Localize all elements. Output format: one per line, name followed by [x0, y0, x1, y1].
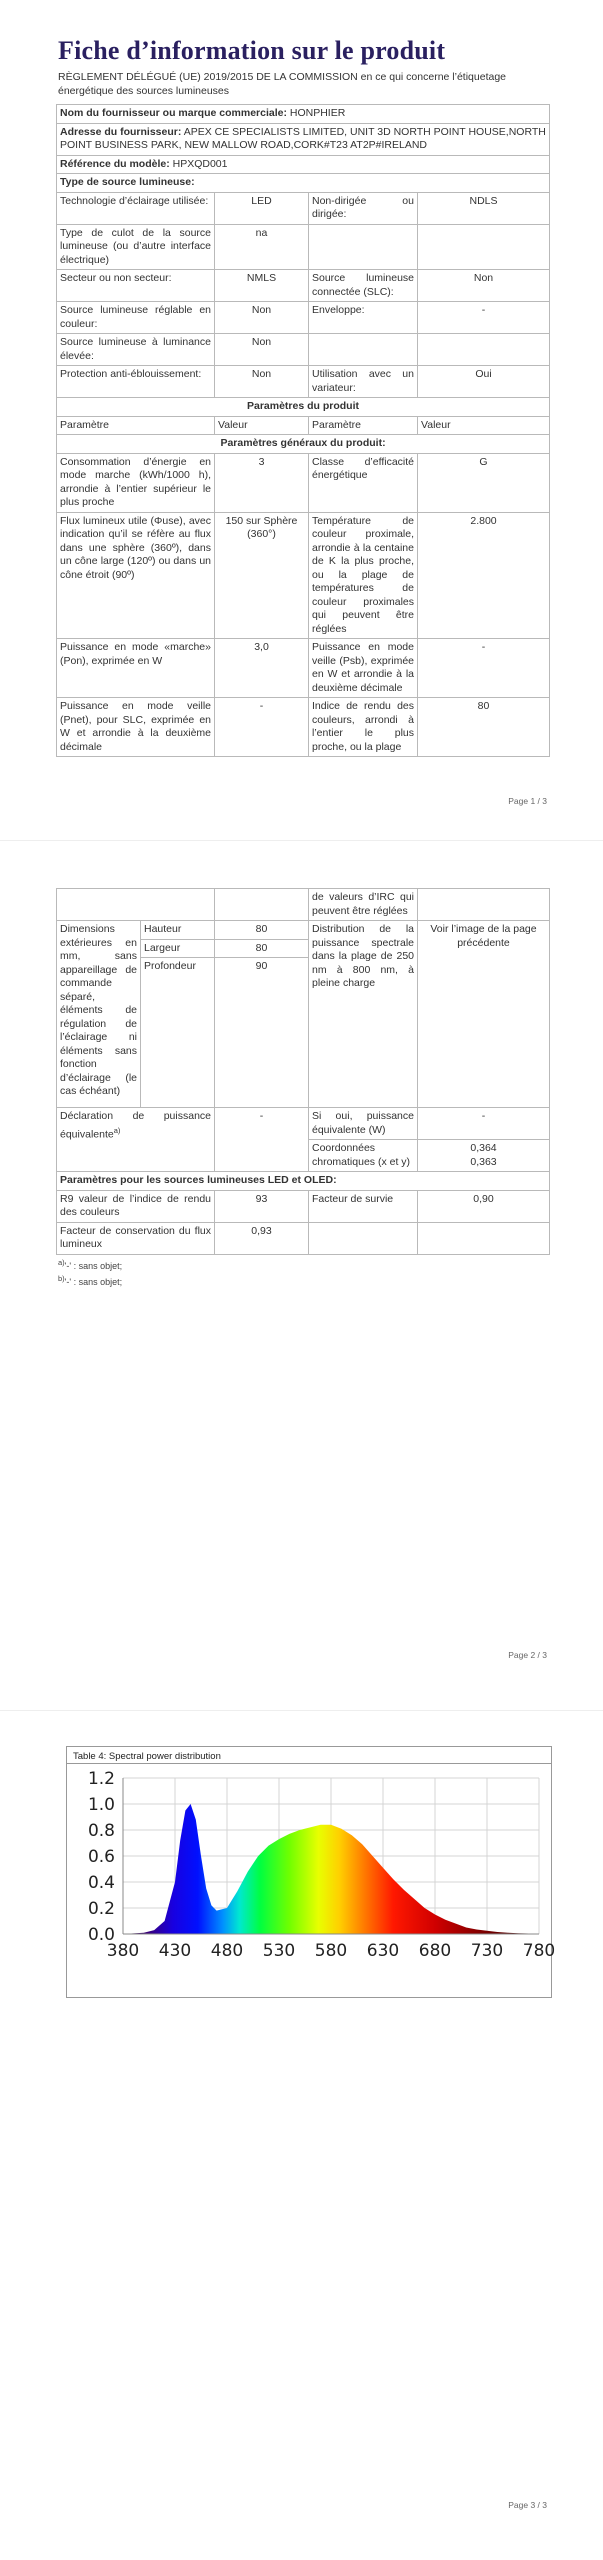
x-tick-label: 380: [106, 1941, 140, 1961]
y-tick-label: 0.8: [87, 1821, 115, 1841]
dimension-value: 80: [215, 939, 309, 958]
param-value: 80: [418, 698, 550, 757]
param-value: G: [418, 453, 550, 512]
page-separator: [0, 840, 603, 841]
param-label: Puissance en mode veille (Pnet), pour SLC, exprimée en W et arrondie à la deuxième décimale: [57, 698, 215, 757]
param-value: -: [418, 1108, 550, 1140]
footnote-text: '-' : sans objet;: [64, 1261, 123, 1271]
product-info-table: [56, 104, 550, 757]
param-label: Coordonnées chromatiques (x et y): [309, 1140, 418, 1172]
param-value: 150 sur Sphère (360°): [215, 512, 309, 639]
y-tick-label: 1.0: [87, 1795, 115, 1815]
supplier-value: HONPHIER: [289, 107, 346, 119]
footnote-marker: a): [58, 1258, 65, 1267]
param-label: [309, 334, 418, 366]
param-value: [418, 334, 550, 366]
param-label: Non-dirigée ou dirigée:: [309, 192, 418, 224]
param-label: Puissance en mode veille (Psb), exprimée en W et arrondie à la deuxième décimale: [309, 639, 418, 698]
param-label: Flux lumineux utile (Φuse), avec indication qu’il se réfère au flux dans une sphère (360º), dans un cône large (120º) ou dans un cône étroit (90º): [57, 512, 215, 639]
param-value: Non: [215, 302, 309, 334]
param-value: Oui: [418, 366, 550, 398]
table-row: [57, 921, 550, 940]
param-label: [57, 1108, 215, 1172]
param-label: Source lumineuse connectée (SLC):: [309, 270, 418, 302]
table-row: [57, 192, 550, 224]
footnote-text: '-' : sans objet;: [64, 1277, 123, 1287]
column-header-param: Paramètre: [309, 416, 418, 435]
page-number: Page 1 / 3: [508, 796, 547, 806]
param-value: na: [215, 224, 309, 270]
chart-title: Table 4: Spectral power distribution: [73, 1751, 221, 1762]
y-tick-label: 0.0: [87, 1925, 115, 1945]
param-value: -: [418, 302, 550, 334]
dimension-name: Largeur: [141, 939, 215, 958]
column-header-value: Valeur: [418, 416, 550, 435]
table-row: [57, 512, 550, 639]
x-tick-label: 580: [314, 1941, 348, 1961]
param-value: -: [418, 639, 550, 698]
param-value: -: [215, 698, 309, 757]
param-value: -: [215, 1108, 309, 1172]
param-label: Consommation d’énergie en mode marche (kWh/1000 h), arrondie à l’entier supérieur le plus proche: [57, 453, 215, 512]
table-row: [57, 270, 550, 302]
param-label: Source lumineuse à luminance élevée:: [57, 334, 215, 366]
table-row: [57, 698, 550, 757]
x-tick-label: 780: [522, 1941, 556, 1961]
param-label: Si oui, puissance équivalente (W): [309, 1108, 418, 1140]
param-label: Protection anti-éblouissement:: [57, 366, 215, 398]
y-tick-label: 0.6: [87, 1847, 115, 1867]
dimensions-label: Dimensions extérieures en mm, sans appareillage de commande séparé, éléments de régulation de l’éclairage ni éléments sans fonction d’éclairage (le cas échéant): [57, 921, 141, 1108]
page-number: Page 2 / 3: [508, 1650, 547, 1660]
footnote-b: [58, 1274, 122, 1287]
footnote-marker: a): [113, 1125, 121, 1135]
table-row: [57, 302, 550, 334]
param-label: Facteur de survie: [309, 1190, 418, 1222]
column-header-value: Valeur: [215, 416, 309, 435]
spectral-chart-box: [66, 1746, 556, 1998]
param-label: Source lumineuse réglable en couleur:: [57, 302, 215, 334]
param-label: Facteur de conservation du flux lumineux: [57, 1222, 215, 1254]
x-tick-label: 530: [262, 1941, 296, 1961]
y-tick-label: 0.2: [87, 1899, 115, 1919]
param-value: NDLS: [418, 192, 550, 224]
chroma-y-value: 0,363: [470, 1155, 497, 1168]
address-value: APEX CE SPECIALISTS LIMITED, UNIT 3D NORTH POINT HOUSE,NORTH POINT BUSINESS PARK, NEW MALLOW ROAD,CORK#T23 AT2P#IRELAND: [60, 125, 546, 151]
param-value: 93: [215, 1190, 309, 1222]
param-value: 0,90: [418, 1190, 550, 1222]
param-value: NMLS: [215, 270, 309, 302]
supplier-label: Nom du fournisseur ou marque commerciale:: [60, 107, 287, 119]
param-label: Puissance en mode «marche» (Pon), exprimée en W: [57, 639, 215, 698]
x-tick-label: 680: [418, 1941, 452, 1961]
y-tick-label: 1.2: [87, 1769, 115, 1789]
param-label: Enveloppe:: [309, 302, 418, 334]
page-2: [0, 880, 603, 1680]
equivalent-power-label: Déclaration de puissance équivalente: [60, 1110, 211, 1140]
x-tick-label: 730: [470, 1941, 504, 1961]
table-row: [57, 889, 550, 921]
param-value: 2.800: [418, 512, 550, 639]
param-label: Utilisation avec un variateur:: [309, 366, 418, 398]
document-subtitle: RÈGLEMENT DÉLÉGUÉ (UE) 2019/2015 DE LA COMMISSION en ce qui concerne l’étiquetage énergétique des sources lumineuses: [58, 71, 507, 97]
param-label: Température de couleur proximale, arrondie à la centaine de K la plus proche, ou la plage de températures de couleur proximales qui peuvent être réglées: [309, 512, 418, 639]
param-value: 0,93: [215, 1222, 309, 1254]
param-label: Indice de rendu des couleurs, arrondi à l’entier le plus proche, ou la plage: [309, 698, 418, 757]
page-separator: [0, 1710, 603, 1711]
x-tick-label: 430: [158, 1941, 192, 1961]
param-value: LED: [215, 192, 309, 224]
document-title: Fiche d’information sur le produit: [58, 36, 446, 65]
product-params-header: Paramètres du produit: [57, 398, 550, 417]
param-label: Distribution de la puissance spectrale dans la plage de 250 nm à 800 nm, à pleine charge: [309, 921, 418, 1108]
param-value: [418, 1140, 550, 1172]
footnote-a: [58, 1258, 122, 1271]
param-label: Classe d’efficacité énergétique: [309, 453, 418, 512]
led-params-header: Paramètres pour les sources lumineuses LED et OLED:: [57, 1172, 550, 1191]
x-tick-label: 480: [210, 1941, 244, 1961]
footnote-marker: b): [58, 1274, 65, 1283]
table-row: [57, 1108, 550, 1140]
product-info-table-continued: [56, 888, 550, 1255]
chroma-x-value: 0,364: [470, 1142, 497, 1154]
param-label: R9 valeur de l’indice de rendu des couleurs: [57, 1190, 215, 1222]
param-value: 3: [215, 453, 309, 512]
param-label: Secteur ou non secteur:: [57, 270, 215, 302]
table-row: [57, 366, 550, 398]
supplier-row: [57, 105, 550, 124]
param-value: Voir l’image de la page précédente: [418, 921, 550, 1108]
param-value: [418, 224, 550, 270]
table-row: [57, 453, 550, 512]
param-value: 3,0: [215, 639, 309, 698]
param-value: Non: [215, 366, 309, 398]
table-row: [57, 1222, 550, 1254]
address-row: [57, 123, 550, 155]
param-value: Non: [418, 270, 550, 302]
x-tick-label: 630: [366, 1941, 400, 1961]
table-row: [57, 224, 550, 270]
dimension-value: 80: [215, 921, 309, 940]
spectral-power-chart: [67, 1764, 556, 1998]
general-params-header: Paramètres généraux du produit:: [57, 435, 550, 454]
dimension-name: Profondeur: [141, 958, 215, 1108]
table-row: [57, 1190, 550, 1222]
page-1: [0, 0, 603, 807]
table-row: [57, 639, 550, 698]
dimension-value: 90: [215, 958, 309, 1108]
dimension-name: Hauteur: [141, 921, 215, 940]
y-tick-label: 0.4: [87, 1873, 115, 1893]
param-label: Technologie d’éclairage utilisée:: [57, 192, 215, 224]
param-label: Type de culot de la source lumineuse (ou d’autre interface électrique): [57, 224, 215, 270]
model-value: HPXQD001: [172, 157, 228, 170]
model-label: Référence du modèle:: [60, 157, 170, 170]
param-value: Non: [215, 334, 309, 366]
table-row: [57, 334, 550, 366]
page-number: Page 3 / 3: [508, 2500, 547, 2510]
param-label: [309, 224, 418, 270]
model-row: [57, 155, 550, 174]
address-label: Adresse du fournisseur:: [60, 125, 182, 138]
column-header-param: Paramètre: [57, 416, 215, 435]
param-label-continued: de valeurs d’IRC qui peuvent être réglées: [309, 889, 418, 921]
column-header-row: [57, 416, 550, 435]
source-type-header: Type de source lumineuse:: [57, 174, 550, 193]
